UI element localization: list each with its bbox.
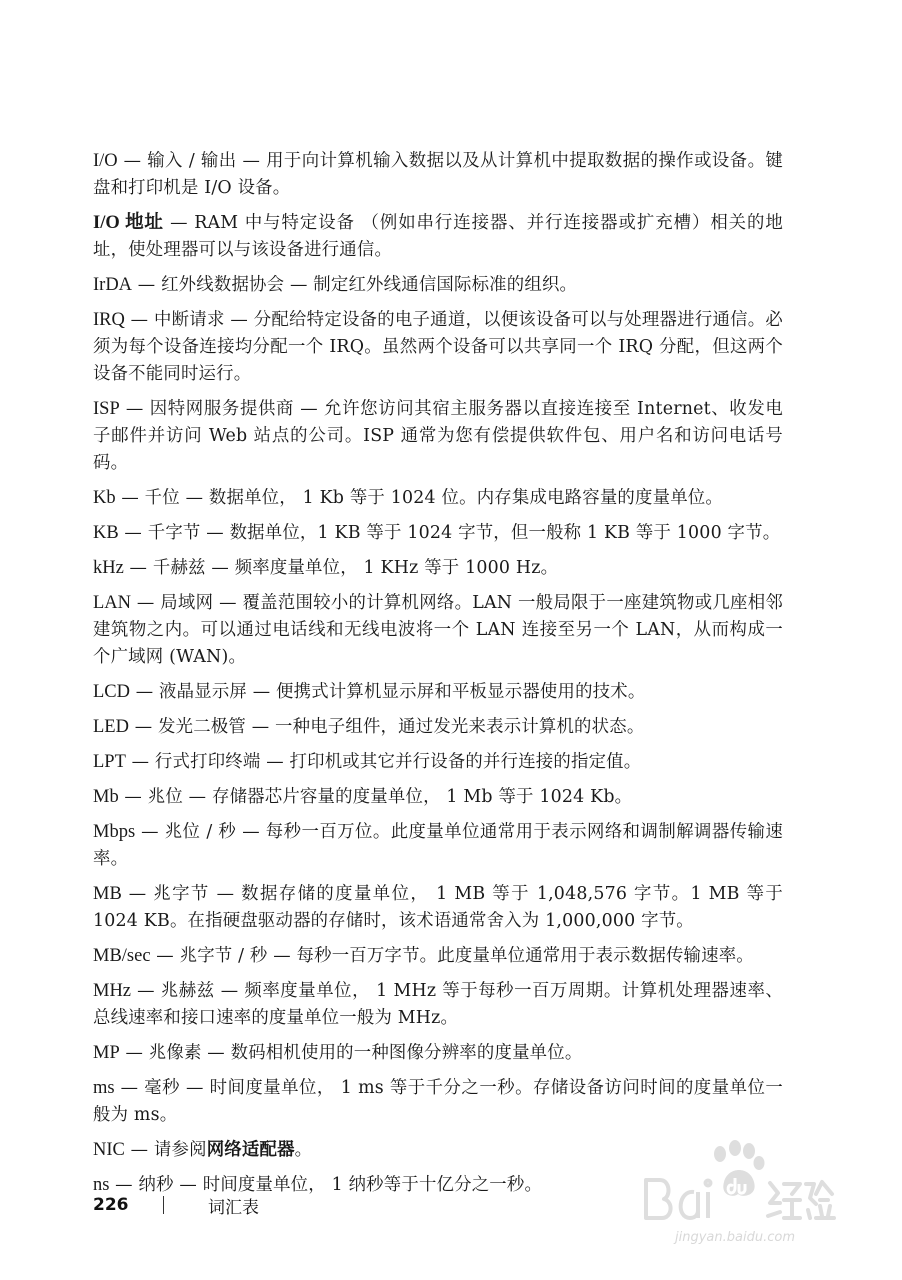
glossary-list (93, 148, 783, 1207)
glossary-entry-megabyte (93, 881, 783, 935)
glossary-definition: — 液晶显示屏 — 便携式计算机显示屏和平板显示器使用的技术。 (130, 682, 646, 702)
glossary-term: ms (93, 1078, 115, 1098)
glossary-entry-led (93, 714, 783, 741)
glossary-term: LPT (93, 752, 126, 772)
glossary-term: LCD (93, 682, 130, 702)
glossary-term: MB/sec (93, 946, 151, 966)
glossary-entry-irq (93, 307, 783, 388)
glossary-definition: — 因特网服务提供商 — 允许您访问其宿主服务器以直接连接至 Internet、收发电子邮件并访问 Web 站点的公司。ISP 通常为您有偿提供软件包、用户名和访问电话号码。 (93, 399, 783, 473)
glossary-term: Mbps (93, 822, 136, 842)
glossary-term: MP (93, 1043, 120, 1063)
watermark-url: jingyan.baidu.com (675, 1230, 795, 1245)
page-footer (93, 1190, 259, 1220)
glossary-term: IRQ (93, 310, 125, 330)
glossary-entry-mb-sec (93, 943, 783, 970)
glossary-term: KB (93, 523, 119, 543)
glossary-definition: — 纳秒 — 时间度量单位， 1 纳秒等于十亿分之一秒。 (109, 1175, 543, 1195)
glossary-definition: — 中断请求 — 分配给特定设备的电子通道，以便该设备可以与处理器进行通信。必须为每个设备连接均分配一个 IRQ。虽然两个设备可以共享同一个 IRQ 分配，但这两个设备不能同时运行。 (93, 310, 783, 384)
glossary-definition-end: 。 (294, 1140, 313, 1160)
glossary-entry-mb (93, 784, 783, 811)
baidu-jingyan-logo-icon (638, 1138, 838, 1233)
glossary-definition: — 千位 — 数据单位， 1 Kb 等于 1024 位。内存集成电路容量的度量单位。 (115, 488, 723, 508)
glossary-entry-lpt (93, 749, 783, 776)
section-name: 词汇表 (208, 1197, 259, 1218)
glossary-entry-ms (93, 1075, 783, 1129)
glossary-definition: — 兆字节 — 数据存储的度量单位， 1 MB 等于 1,048,576 字节。1 MB 等于 1024 KB。在指硬盘驱动器的存储时，该术语通常舍入为 1,000,000 字节。 (93, 884, 783, 931)
glossary-definition: — 兆字节 / 秒 — 每秒一百万字节。此度量单位通常用于表示数据传输速率。 (150, 946, 754, 966)
glossary-definition: — RAM 中与特定设备 （例如串行连接器、并行连接器或扩充槽）相关的地址，使处理器可以与该设备进行通信。 (93, 213, 783, 260)
glossary-definition: — 兆位 / 秒 — 每秒一百万位。此度量单位通常用于表示网络和调制解调器传输速率。 (93, 822, 783, 869)
glossary-entry-isp (93, 396, 783, 477)
glossary-term: LAN (93, 593, 132, 613)
glossary-term: MHz (93, 981, 132, 1001)
glossary-definition: — 千赫兹 — 频率度量单位， 1 KHz 等于 1000 Hz。 (123, 558, 559, 578)
glossary-term: ISP (93, 399, 120, 419)
glossary-definition: — 请参阅 (124, 1140, 207, 1160)
glossary-entry-mhz (93, 978, 783, 1032)
glossary-entry-mp (93, 1040, 783, 1067)
glossary-definition: — 行式打印终端 — 打印机或其它并行设备的并行连接的指定值。 (125, 752, 642, 772)
glossary-entry-kilobyte (93, 520, 783, 547)
glossary-definition: — 发光二极管 — 一种电子组件，通过发光来表示计算机的状态。 (128, 717, 645, 737)
glossary-entry-mbps (93, 819, 783, 873)
glossary-entry-khz (93, 555, 783, 582)
glossary-entry-kb (93, 485, 783, 512)
baidu-watermark (638, 1138, 848, 1268)
glossary-term: NIC (93, 1140, 125, 1160)
glossary-term: Mb (93, 787, 119, 807)
glossary-definition: — 毫秒 — 时间度量单位， 1 ms 等于千分之一秒。存储设备访问时间的度量单位一般为 ms。 (93, 1078, 783, 1125)
glossary-entry-lcd (93, 679, 783, 706)
glossary-entry-irda (93, 272, 783, 299)
glossary-term: IrDA (93, 275, 133, 295)
glossary-entry-io-address (93, 210, 783, 264)
glossary-term: LED (93, 717, 129, 737)
glossary-term: ns (93, 1175, 110, 1195)
glossary-definition: — 红外线数据协会 — 制定红外线通信国际标准的组织。 (132, 275, 578, 295)
glossary-definition: — 输入 / 输出 — 用于向计算机输入数据以及从计算机中提取数据的操作或设备。键盘和打印机是 I/O 设备。 (93, 151, 783, 198)
glossary-definition: — 兆赫兹 — 频率度量单位， 1 MHz 等于每秒一百万周期。计算机处理器速率、总线速率和接口速率的度量单位一般为 MHz。 (93, 981, 783, 1028)
glossary-term: I/O (93, 151, 118, 171)
glossary-entry-io (93, 148, 783, 202)
glossary-term: I/O 地址 (93, 213, 164, 233)
glossary-term: Kb (93, 488, 116, 508)
glossary-definition: — 兆像素 — 数码相机使用的一种图像分辨率的度量单位。 (119, 1043, 583, 1063)
cross-reference-link[interactable]: 网络适配器 (206, 1140, 295, 1160)
glossary-definition: — 兆位 — 存储器芯片容量的度量单位， 1 Mb 等于 1024 Kb。 (118, 787, 633, 807)
glossary-entry-lan (93, 590, 783, 671)
glossary-term: kHz (93, 558, 124, 578)
footer-divider (163, 1196, 165, 1214)
page-number: 226 (93, 1195, 129, 1215)
glossary-definition: — 千字节 — 数据单位，1 KB 等于 1024 字节，但一般称 1 KB 等于 1000 字节。 (118, 523, 781, 543)
glossary-definition: — 局域网 — 覆盖范围较小的计算机网络。LAN 一般局限于一座建筑物或几座相邻建筑物之内。可以通过电话线和无线电波将一个 LAN 连接至另一个 LAN，从而构成一个广域网 (WAN)。 (93, 593, 783, 667)
glossary-term: MB (93, 884, 122, 904)
